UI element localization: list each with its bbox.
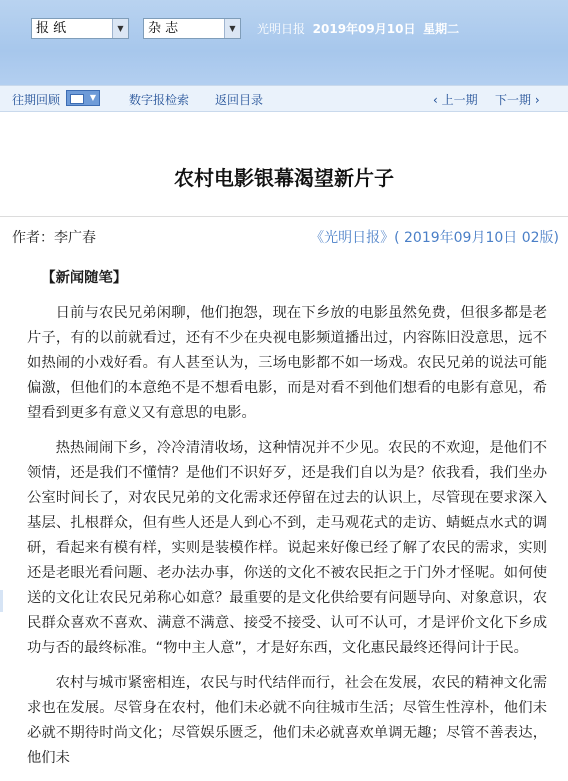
newspaper-select[interactable] [31, 18, 129, 39]
article-body [27, 266, 547, 781]
article-meta [0, 216, 568, 247]
paragraph: 日前与农民兄弟闲聊，他们抱怨，现在下乡放的电影虽然免费，但很多都是老片子，有的以前就看过，还有不少在央视电影频道播出过，内容陈旧没意思，远不如热闹的小戏好看。有人甚至认为，三场电影都不如一场戏。农民兄弟的说法可能偏激，但他们的本意绝不是不想看电影，而是对看不到他们想看的电影有意见，希望看到更多有意义又有意思的电影。 [27, 305, 547, 421]
paper-name: 光明日报 [257, 22, 306, 36]
calendar-picker-button[interactable] [66, 90, 100, 106]
magazine-select-value: 杂 志 [148, 21, 179, 36]
source-link[interactable]: 《光明日报》( 2019年09月10日 02版) [310, 230, 559, 246]
digital-search-link[interactable]: 数字报检索 [129, 93, 190, 107]
date-text: 2019年09月10日 [312, 22, 416, 36]
column-tag: 【新闻随笔】 [41, 270, 128, 286]
next-issue-link[interactable]: 下一期 › [495, 93, 540, 107]
issue-date [257, 20, 459, 37]
article-title: 农村电影银幕渴望新片子 [174, 166, 394, 190]
back-to-index-link[interactable]: 返回目录 [215, 93, 264, 107]
magazine-select[interactable] [143, 18, 241, 39]
issue-nav-bar [0, 85, 568, 112]
scroll-edge-marker [0, 590, 3, 612]
weekday-text: 星期二 [423, 22, 460, 36]
calendar-icon [70, 94, 84, 104]
chevron-down-icon[interactable]: ▼ [112, 19, 128, 38]
author-byline: 作者：李广春 [12, 230, 96, 246]
newspaper-select-value: 报 纸 [36, 21, 67, 36]
prev-issue-link[interactable]: ‹ 上一期 [433, 93, 478, 107]
paragraph: 热热闹闹下乡，冷冷清清收场，这种情况并不少见。农民的不欢迎，是他们不领情，还是我们不懂情？是他们不识好歹，还是我们自以为是？依我看，我们坐办公室时间长了，对农民兄弟的文化需求还停留在过去的认识上，尽管现在要求深入基层、扎根群众，但有些人还是人到心不到，走马观花式的走访、蜻蜓点水式的调研，看起来有模有样，实则是装模作样。说起来好像已经了解了农民的需求，实则还是老眼光看问题、老办法办事，你送的文化不被农民拒之于门外才怪呢。如何使送的文化让农民兄弟称心如意？最重要的是文化供给要有问题导向、对象意识，农民群众喜欢不喜欢、满意不满意、接受不接受、认可不认可，才是评价文化下乡成功与否的最终标准。“物中主人意”，才是好东西，文化惠民最终还得问计于民。 [27, 440, 547, 656]
chevron-down-icon: ▼ [89, 93, 96, 102]
paragraph: 农村与城市紧密相连，农民与时代结伴而行，社会在发展，农民的精神文化需求也在发展。尽管身在农村，他们未必就不向往城市生活；尽管生性淳朴，他们未必就不期待时尚文化；尽管娱乐匮乏，他们未必就喜欢单调无趣；尽管不善表达，他们未 [27, 675, 547, 766]
past-issues-link[interactable]: 往期回顾 [12, 93, 61, 107]
top-banner [0, 0, 568, 85]
chevron-down-icon[interactable]: ▼ [224, 19, 240, 38]
